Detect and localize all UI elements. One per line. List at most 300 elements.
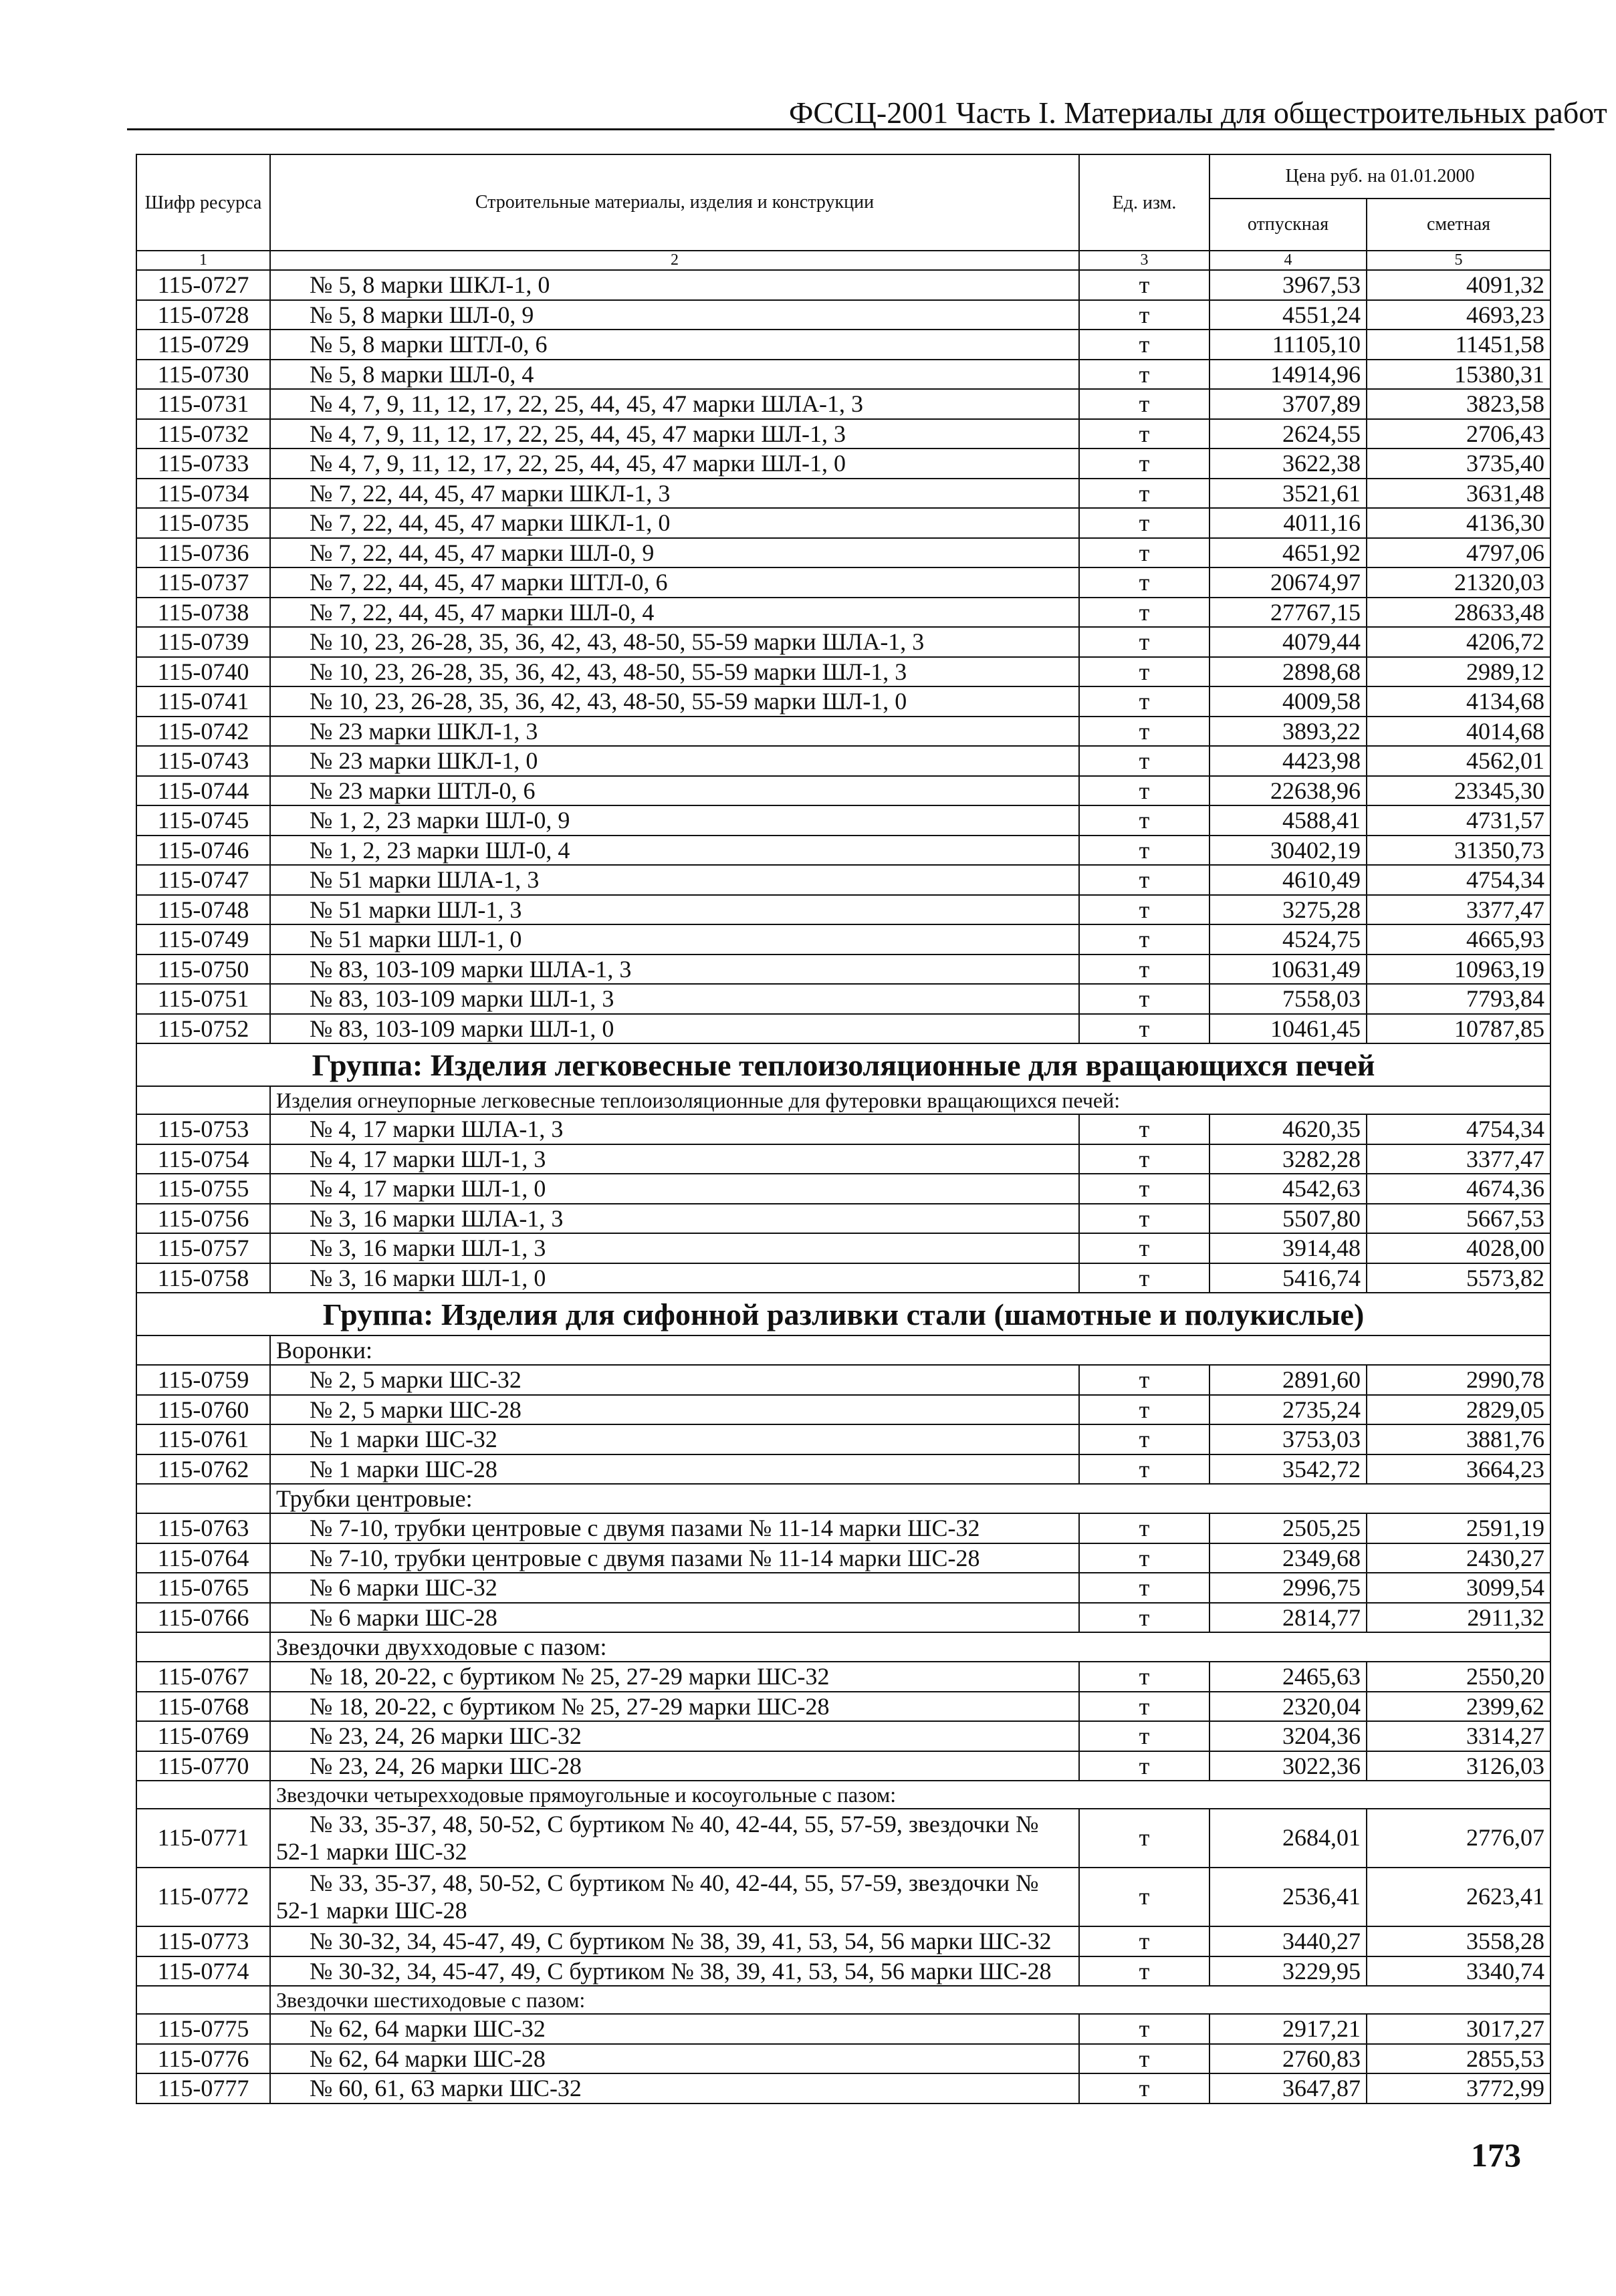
resource-code-cell: 115-0766 bbox=[136, 1603, 270, 1633]
table-row bbox=[136, 1809, 1550, 1868]
subgroup-heading: Воронки: bbox=[270, 1335, 1550, 1365]
release-price-cell: 3893,22 bbox=[1209, 717, 1367, 747]
group-heading: Группа: Изделия для сифонной разливки стали (шамотные и полукислые) bbox=[136, 1293, 1550, 1335]
material-name-cell: № 6 марки ШС-28 bbox=[270, 1603, 1079, 1633]
header-estimate-price: сметная bbox=[1367, 199, 1550, 251]
unit-cell: т bbox=[1079, 1365, 1209, 1395]
release-price-cell: 4542,63 bbox=[1209, 1174, 1367, 1204]
unit-cell: т bbox=[1079, 1926, 1209, 1956]
release-price-cell: 2684,01 bbox=[1209, 1809, 1367, 1868]
resource-code-cell: 115-0728 bbox=[136, 300, 270, 330]
estimate-price-cell: 3340,74 bbox=[1367, 1956, 1550, 1987]
unit-cell: т bbox=[1079, 805, 1209, 836]
resource-code-cell: 115-0733 bbox=[136, 449, 270, 479]
table-row bbox=[136, 1721, 1550, 1751]
unit-cell: т bbox=[1079, 1662, 1209, 1692]
resource-code-cell: 115-0735 bbox=[136, 508, 270, 538]
estimate-price-cell: 2399,62 bbox=[1367, 1692, 1550, 1722]
table-row bbox=[136, 1692, 1550, 1722]
estimate-price-cell: 3735,40 bbox=[1367, 449, 1550, 479]
table-row bbox=[136, 598, 1550, 628]
table-row bbox=[136, 954, 1550, 985]
table-row bbox=[136, 746, 1550, 776]
table-row bbox=[136, 1014, 1550, 1044]
header-unit: Ед. изм. bbox=[1079, 154, 1209, 251]
group-heading: Группа: Изделия легковесные теплоизоляционные для вращающихся печей bbox=[136, 1043, 1550, 1086]
material-name-cell: № 23 марки ШТЛ-0, 6 bbox=[270, 776, 1079, 806]
material-name-cell: № 23, 24, 26 марки ШС-28 bbox=[270, 1751, 1079, 1781]
estimate-price-cell: 2989,12 bbox=[1367, 657, 1550, 687]
resource-code-cell: 115-0757 bbox=[136, 1233, 270, 1263]
unit-cell: т bbox=[1079, 865, 1209, 895]
header-code: Шифр ресурса bbox=[136, 154, 270, 251]
estimate-price-cell: 5667,53 bbox=[1367, 1204, 1550, 1234]
column-number: 4 bbox=[1209, 251, 1367, 270]
material-name-cell: № 4, 17 марки ШЛ-1, 3 bbox=[270, 1144, 1079, 1174]
release-price-cell: 2760,83 bbox=[1209, 2044, 1367, 2074]
table-row bbox=[136, 865, 1550, 895]
resource-code-cell: 115-0749 bbox=[136, 924, 270, 954]
release-price-cell: 4588,41 bbox=[1209, 805, 1367, 836]
material-name-cell: № 23 марки ШКЛ-1, 3 bbox=[270, 717, 1079, 747]
column-number: 5 bbox=[1367, 251, 1550, 270]
table-row bbox=[136, 1513, 1550, 1543]
resource-code-cell: 115-0767 bbox=[136, 1662, 270, 1692]
estimate-price-cell: 2550,20 bbox=[1367, 1662, 1550, 1692]
table-row bbox=[136, 1365, 1550, 1395]
unit-cell: т bbox=[1079, 836, 1209, 866]
table-row bbox=[136, 2014, 1550, 2044]
resource-code-cell: 115-0763 bbox=[136, 1513, 270, 1543]
release-price-cell: 5416,74 bbox=[1209, 1263, 1367, 1293]
unit-cell: т bbox=[1079, 1174, 1209, 1204]
material-name-cell: № 62, 64 марки ШС-32 bbox=[270, 2014, 1079, 2044]
material-name-cell: № 51 марки ШЛА-1, 3 bbox=[270, 865, 1079, 895]
table-row bbox=[136, 360, 1550, 390]
table-row bbox=[136, 1233, 1550, 1263]
release-price-cell: 4651,92 bbox=[1209, 538, 1367, 568]
resource-code-cell: 115-0747 bbox=[136, 865, 270, 895]
material-name-cell: № 10, 23, 26-28, 35, 36, 42, 43, 48-50, 55-59 марки ШЛ-1, 3 bbox=[270, 657, 1079, 687]
table-row bbox=[136, 449, 1550, 479]
estimate-price-cell: 31350,73 bbox=[1367, 836, 1550, 866]
unit-cell: т bbox=[1079, 1543, 1209, 1573]
table-row bbox=[136, 2044, 1550, 2074]
material-name-cell: № 7, 22, 44, 45, 47 марки ШЛ-0, 4 bbox=[270, 598, 1079, 628]
unit-cell: т bbox=[1079, 419, 1209, 449]
resource-code-cell: 115-0746 bbox=[136, 836, 270, 866]
estimate-price-cell: 7793,84 bbox=[1367, 984, 1550, 1014]
table-row bbox=[136, 1868, 1550, 1926]
release-price-cell: 3204,36 bbox=[1209, 1721, 1367, 1751]
estimate-price-cell: 2591,19 bbox=[1367, 1513, 1550, 1543]
resource-code-cell: 115-0768 bbox=[136, 1692, 270, 1722]
unit-cell: т bbox=[1079, 1721, 1209, 1751]
release-price-cell: 4011,16 bbox=[1209, 508, 1367, 538]
estimate-price-cell: 3664,23 bbox=[1367, 1454, 1550, 1485]
resource-code-cell: 115-0744 bbox=[136, 776, 270, 806]
estimate-price-cell: 4028,00 bbox=[1367, 1233, 1550, 1263]
estimate-price-cell: 10963,19 bbox=[1367, 954, 1550, 985]
page-header-title: ФССЦ-2001 Часть I. Материалы для общестроительных работ bbox=[789, 96, 1607, 130]
estimate-price-cell: 4693,23 bbox=[1367, 300, 1550, 330]
release-price-cell: 4524,75 bbox=[1209, 924, 1367, 954]
material-name-cell: № 4, 7, 9, 11, 12, 17, 22, 25, 44, 45, 47 марки ШЛА-1, 3 bbox=[270, 389, 1079, 419]
unit-cell: т bbox=[1079, 657, 1209, 687]
resource-code-cell: 115-0753 bbox=[136, 1114, 270, 1144]
unit-cell: т bbox=[1079, 1573, 1209, 1603]
unit-cell: т bbox=[1079, 508, 1209, 538]
release-price-cell: 4551,24 bbox=[1209, 300, 1367, 330]
page-number: 173 bbox=[1471, 2136, 1521, 2174]
resource-code-cell: 115-0754 bbox=[136, 1144, 270, 1174]
resource-code-cell: 115-0730 bbox=[136, 360, 270, 390]
estimate-price-cell: 3099,54 bbox=[1367, 1573, 1550, 1603]
material-name-cell: № 5, 8 марки ШЛ-0, 9 bbox=[270, 300, 1079, 330]
table-row bbox=[136, 1454, 1550, 1485]
material-name-cell: № 3, 16 марки ШЛ-1, 0 bbox=[270, 1263, 1079, 1293]
release-price-cell: 3229,95 bbox=[1209, 1956, 1367, 1987]
header-release-price: отпускная bbox=[1209, 199, 1367, 251]
unit-cell: т bbox=[1079, 776, 1209, 806]
column-number: 1 bbox=[136, 251, 270, 270]
material-name-cell: № 60, 61, 63 марки ШС-32 bbox=[270, 2073, 1079, 2103]
table-row bbox=[136, 1926, 1550, 1956]
release-price-cell: 3440,27 bbox=[1209, 1926, 1367, 1956]
material-name-cell: № 7, 22, 44, 45, 47 марки ШТЛ-0, 6 bbox=[270, 567, 1079, 598]
estimate-price-cell: 4674,36 bbox=[1367, 1174, 1550, 1204]
estimate-price-cell: 3377,47 bbox=[1367, 895, 1550, 925]
table-row bbox=[136, 300, 1550, 330]
estimate-price-cell: 4562,01 bbox=[1367, 746, 1550, 776]
release-price-cell: 3622,38 bbox=[1209, 449, 1367, 479]
unit-cell: т bbox=[1079, 954, 1209, 985]
material-name-cell: № 18, 20-22, с буртиком № 25, 27-29 марки ШС-28 bbox=[270, 1692, 1079, 1722]
estimate-price-cell: 4665,93 bbox=[1367, 924, 1550, 954]
estimate-price-cell: 3772,99 bbox=[1367, 2073, 1550, 2103]
estimate-price-cell: 23345,30 bbox=[1367, 776, 1550, 806]
table-row bbox=[136, 1603, 1550, 1633]
unit-cell: т bbox=[1079, 1263, 1209, 1293]
unit-cell: т bbox=[1079, 567, 1209, 598]
material-name-cell: № 4, 7, 9, 11, 12, 17, 22, 25, 44, 45, 47 марки ШЛ-1, 3 bbox=[270, 419, 1079, 449]
material-name-cell: № 4, 17 марки ШЛА-1, 3 bbox=[270, 1114, 1079, 1144]
table-row bbox=[136, 1395, 1550, 1425]
unit-cell: т bbox=[1079, 1513, 1209, 1543]
estimate-price-cell: 2623,41 bbox=[1367, 1868, 1550, 1926]
material-name-line: 52-1 марки ШС-28 bbox=[276, 1897, 467, 1924]
material-name-cell: № 62, 64 марки ШС-28 bbox=[270, 2044, 1079, 2074]
resource-code-cell: 115-0727 bbox=[136, 270, 270, 300]
release-price-cell: 4423,98 bbox=[1209, 746, 1367, 776]
release-price-cell: 4620,35 bbox=[1209, 1114, 1367, 1144]
resource-code-cell: 115-0764 bbox=[136, 1543, 270, 1573]
resource-code-cell: 115-0770 bbox=[136, 1751, 270, 1781]
resource-code-cell: 115-0777 bbox=[136, 2073, 270, 2103]
release-price-cell: 2814,77 bbox=[1209, 1603, 1367, 1633]
subgroup-heading: Звездочки двухходовые с пазом: bbox=[270, 1632, 1550, 1662]
table-row bbox=[136, 270, 1550, 300]
estimate-price-cell: 2855,53 bbox=[1367, 2044, 1550, 2074]
material-name-cell: № 1, 2, 23 марки ШЛ-0, 9 bbox=[270, 805, 1079, 836]
material-name-cell: № 23, 24, 26 марки ШС-32 bbox=[270, 1721, 1079, 1751]
release-price-cell: 3542,72 bbox=[1209, 1454, 1367, 1485]
unit-cell: т bbox=[1079, 1233, 1209, 1263]
resource-code-cell: 115-0760 bbox=[136, 1395, 270, 1425]
release-price-cell: 2536,41 bbox=[1209, 1868, 1367, 1926]
table-row bbox=[136, 1144, 1550, 1174]
table-row bbox=[136, 1751, 1550, 1781]
unit-cell: т bbox=[1079, 924, 1209, 954]
unit-cell: т bbox=[1079, 1395, 1209, 1425]
material-name-cell: № 7, 22, 44, 45, 47 марки ШКЛ-1, 0 bbox=[270, 508, 1079, 538]
material-name-cell: № 51 марки ШЛ-1, 0 bbox=[270, 924, 1079, 954]
unit-cell: т bbox=[1079, 449, 1209, 479]
material-name-cell: № 5, 8 марки ШТЛ-0, 6 bbox=[270, 330, 1079, 360]
release-price-cell: 4610,49 bbox=[1209, 865, 1367, 895]
release-price-cell: 2917,21 bbox=[1209, 2014, 1367, 2044]
unit-cell: т bbox=[1079, 389, 1209, 419]
estimate-price-cell: 4134,68 bbox=[1367, 686, 1550, 717]
table-row bbox=[136, 627, 1550, 657]
estimate-price-cell: 4136,30 bbox=[1367, 508, 1550, 538]
estimate-price-cell: 28633,48 bbox=[1367, 598, 1550, 628]
release-price-cell: 2465,63 bbox=[1209, 1662, 1367, 1692]
table-row bbox=[136, 1543, 1550, 1573]
material-name-cell: № 3, 16 марки ШЛ-1, 3 bbox=[270, 1233, 1079, 1263]
resource-code-cell: 115-0776 bbox=[136, 2044, 270, 2074]
unit-cell: т bbox=[1079, 300, 1209, 330]
release-price-cell: 3914,48 bbox=[1209, 1233, 1367, 1263]
material-name-line: 52-1 марки ШС-32 bbox=[276, 1838, 467, 1865]
table-row bbox=[136, 1424, 1550, 1454]
table-row bbox=[136, 1114, 1550, 1144]
resource-code-cell: 115-0762 bbox=[136, 1454, 270, 1485]
unit-cell: т bbox=[1079, 1144, 1209, 1174]
material-name-cell: № 83, 103-109 марки ШЛА-1, 3 bbox=[270, 954, 1079, 985]
resource-code-cell: 115-0774 bbox=[136, 1956, 270, 1987]
table-row bbox=[136, 1263, 1550, 1293]
estimate-price-cell: 3881,76 bbox=[1367, 1424, 1550, 1454]
header-price: Цена руб. на 01.01.2000 bbox=[1209, 154, 1550, 199]
material-name-cell: № 5, 8 марки ШКЛ-1, 0 bbox=[270, 270, 1079, 300]
resource-code-cell: 115-0769 bbox=[136, 1721, 270, 1751]
table-row bbox=[136, 330, 1550, 360]
material-name-cell: № 7-10, трубки центровые с двумя пазами № 11-14 марки ШС-32 bbox=[270, 1513, 1079, 1543]
release-price-cell: 27767,15 bbox=[1209, 598, 1367, 628]
resource-code-cell: 115-0742 bbox=[136, 717, 270, 747]
table-row bbox=[136, 1662, 1550, 1692]
estimate-price-cell: 5573,82 bbox=[1367, 1263, 1550, 1293]
resource-code-cell: 115-0739 bbox=[136, 627, 270, 657]
unit-cell: т bbox=[1079, 2073, 1209, 2103]
unit-cell: т bbox=[1079, 717, 1209, 747]
release-price-cell: 22638,96 bbox=[1209, 776, 1367, 806]
estimate-price-cell: 4014,68 bbox=[1367, 717, 1550, 747]
unit-cell: т bbox=[1079, 2044, 1209, 2074]
table-row bbox=[136, 1573, 1550, 1603]
material-name-line: № 33, 35-37, 48, 50-52, С буртиком № 40, 42-44, 55, 57-59, звездочки № bbox=[310, 1810, 1039, 1837]
unit-cell: т bbox=[1079, 2014, 1209, 2044]
estimate-price-cell: 21320,03 bbox=[1367, 567, 1550, 598]
table-row bbox=[136, 836, 1550, 866]
release-price-cell: 2349,68 bbox=[1209, 1543, 1367, 1573]
estimate-price-cell: 2990,78 bbox=[1367, 1365, 1550, 1395]
table-row bbox=[136, 924, 1550, 954]
release-price-cell: 2320,04 bbox=[1209, 1692, 1367, 1722]
resource-code-cell: 115-0732 bbox=[136, 419, 270, 449]
resource-code-cell: 115-0761 bbox=[136, 1424, 270, 1454]
table-row bbox=[136, 479, 1550, 509]
estimate-price-cell: 4091,32 bbox=[1367, 270, 1550, 300]
release-price-cell: 2898,68 bbox=[1209, 657, 1367, 687]
resource-code-cell: 115-0734 bbox=[136, 479, 270, 509]
table-row bbox=[136, 895, 1550, 925]
estimate-price-cell: 15380,31 bbox=[1367, 360, 1550, 390]
resource-code-cell: 115-0738 bbox=[136, 598, 270, 628]
release-price-cell: 4079,44 bbox=[1209, 627, 1367, 657]
material-name-cell: № 83, 103-109 марки ШЛ-1, 0 bbox=[270, 1014, 1079, 1044]
estimate-price-cell: 4206,72 bbox=[1367, 627, 1550, 657]
estimate-price-cell: 3823,58 bbox=[1367, 389, 1550, 419]
release-price-cell: 3753,03 bbox=[1209, 1424, 1367, 1454]
table-row bbox=[136, 717, 1550, 747]
resource-code-cell: 115-0765 bbox=[136, 1573, 270, 1603]
estimate-price-cell: 3631,48 bbox=[1367, 479, 1550, 509]
estimate-price-cell: 3377,47 bbox=[1367, 1144, 1550, 1174]
release-price-cell: 14914,96 bbox=[1209, 360, 1367, 390]
subgroup-heading: Трубки центровые: bbox=[270, 1484, 1550, 1513]
estimate-price-cell: 4731,57 bbox=[1367, 805, 1550, 836]
material-name-cell: № 1 марки ШС-28 bbox=[270, 1454, 1079, 1485]
unit-cell: т bbox=[1079, 1956, 1209, 1987]
release-price-cell: 3967,53 bbox=[1209, 270, 1367, 300]
table-row bbox=[136, 567, 1550, 598]
estimate-price-cell: 3017,27 bbox=[1367, 2014, 1550, 2044]
unit-cell: т bbox=[1079, 1751, 1209, 1781]
resource-code-cell: 115-0745 bbox=[136, 805, 270, 836]
table-row bbox=[136, 776, 1550, 806]
resource-code-cell: 115-0771 bbox=[136, 1809, 270, 1868]
resource-code-cell: 115-0729 bbox=[136, 330, 270, 360]
material-name-cell: № 1, 2, 23 марки ШЛ-0, 4 bbox=[270, 836, 1079, 866]
unit-cell: т bbox=[1079, 1603, 1209, 1633]
material-name-cell: № 10, 23, 26-28, 35, 36, 42, 43, 48-50, 55-59 марки ШЛА-1, 3 bbox=[270, 627, 1079, 657]
release-price-cell: 2996,75 bbox=[1209, 1573, 1367, 1603]
material-name-cell: № 18, 20-22, с буртиком № 25, 27-29 марки ШС-32 bbox=[270, 1662, 1079, 1692]
material-name-cell bbox=[270, 1868, 1079, 1926]
estimate-price-cell: 3558,28 bbox=[1367, 1926, 1550, 1956]
unit-cell: т bbox=[1079, 1114, 1209, 1144]
resource-code-cell: 115-0759 bbox=[136, 1365, 270, 1395]
header-name: Строительные материалы, изделия и конструкции bbox=[270, 154, 1079, 251]
table-row bbox=[136, 805, 1550, 836]
estimate-price-cell: 10787,85 bbox=[1367, 1014, 1550, 1044]
estimate-price-cell: 3314,27 bbox=[1367, 1721, 1550, 1751]
release-price-cell: 30402,19 bbox=[1209, 836, 1367, 866]
unit-cell: т bbox=[1079, 360, 1209, 390]
material-name-cell: № 7, 22, 44, 45, 47 марки ШЛ-0, 9 bbox=[270, 538, 1079, 568]
release-price-cell: 5507,80 bbox=[1209, 1204, 1367, 1234]
unit-cell: т bbox=[1079, 1454, 1209, 1485]
unit-cell: т bbox=[1079, 686, 1209, 717]
material-name-cell: № 7-10, трубки центровые с двумя пазами № 11-14 марки ШС-28 bbox=[270, 1543, 1079, 1573]
release-price-cell: 3022,36 bbox=[1209, 1751, 1367, 1781]
material-name-cell: № 7, 22, 44, 45, 47 марки ШКЛ-1, 3 bbox=[270, 479, 1079, 509]
table-row bbox=[136, 1174, 1550, 1204]
release-price-cell: 7558,03 bbox=[1209, 984, 1367, 1014]
unit-cell: т bbox=[1079, 746, 1209, 776]
release-price-cell: 3275,28 bbox=[1209, 895, 1367, 925]
table-row bbox=[136, 686, 1550, 717]
resource-code-cell: 115-0731 bbox=[136, 389, 270, 419]
material-name-cell: № 2, 5 марки ШС-28 bbox=[270, 1395, 1079, 1425]
resource-code-cell: 115-0741 bbox=[136, 686, 270, 717]
unit-cell: т bbox=[1079, 1204, 1209, 1234]
header-rule bbox=[127, 128, 1554, 130]
table-row bbox=[136, 508, 1550, 538]
material-name-cell bbox=[270, 1809, 1079, 1868]
material-name-cell: № 2, 5 марки ШС-32 bbox=[270, 1365, 1079, 1395]
resource-code-cell: 115-0758 bbox=[136, 1263, 270, 1293]
subgroup-heading: Изделия огнеупорные легковесные теплоизоляционные для футеровки вращающихся печей: bbox=[270, 1086, 1550, 1114]
material-name-line: № 33, 35-37, 48, 50-52, С буртиком № 40, 42-44, 55, 57-59, звездочки № bbox=[310, 1869, 1039, 1896]
resource-code-cell: 115-0752 bbox=[136, 1014, 270, 1044]
release-price-cell: 2624,55 bbox=[1209, 419, 1367, 449]
table-row bbox=[136, 538, 1550, 568]
release-price-cell: 10631,49 bbox=[1209, 954, 1367, 985]
table-row bbox=[136, 2073, 1550, 2103]
resource-code-cell: 115-0743 bbox=[136, 746, 270, 776]
estimate-price-cell: 4754,34 bbox=[1367, 1114, 1550, 1144]
resource-code-cell: 115-0750 bbox=[136, 954, 270, 985]
release-price-cell: 10461,45 bbox=[1209, 1014, 1367, 1044]
unit-cell: т bbox=[1079, 1424, 1209, 1454]
material-name-cell: № 23 марки ШКЛ-1, 0 bbox=[270, 746, 1079, 776]
release-price-cell: 3647,87 bbox=[1209, 2073, 1367, 2103]
material-name-cell: № 10, 23, 26-28, 35, 36, 42, 43, 48-50, 55-59 марки ШЛ-1, 0 bbox=[270, 686, 1079, 717]
estimate-price-cell: 11451,58 bbox=[1367, 330, 1550, 360]
unit-cell: т bbox=[1079, 984, 1209, 1014]
resource-code-cell: 115-0756 bbox=[136, 1204, 270, 1234]
unit-cell: т bbox=[1079, 538, 1209, 568]
resource-code-cell: 115-0751 bbox=[136, 984, 270, 1014]
estimate-price-cell: 3126,03 bbox=[1367, 1751, 1550, 1781]
column-number: 2 bbox=[270, 251, 1079, 270]
material-name-cell: № 3, 16 марки ШЛА-1, 3 bbox=[270, 1204, 1079, 1234]
table-row bbox=[136, 984, 1550, 1014]
unit-cell: т bbox=[1079, 270, 1209, 300]
release-price-cell: 3282,28 bbox=[1209, 1144, 1367, 1174]
column-number: 3 bbox=[1079, 251, 1209, 270]
estimate-price-cell: 2911,32 bbox=[1367, 1603, 1550, 1633]
subgroup-heading: Звездочки четырехходовые прямоугольные и косоугольные с пазом: bbox=[270, 1781, 1550, 1809]
estimate-price-cell: 2706,43 bbox=[1367, 419, 1550, 449]
estimate-price-cell: 4797,06 bbox=[1367, 538, 1550, 568]
subgroup-heading: Звездочки шестиходовые с пазом: bbox=[270, 1986, 1550, 2014]
material-name-cell: № 6 марки ШС-32 bbox=[270, 1573, 1079, 1603]
material-name-cell: № 83, 103-109 марки ШЛ-1, 3 bbox=[270, 984, 1079, 1014]
release-price-cell: 3707,89 bbox=[1209, 389, 1367, 419]
material-name-cell: № 1 марки ШС-32 bbox=[270, 1424, 1079, 1454]
estimate-price-cell: 4754,34 bbox=[1367, 865, 1550, 895]
resource-code-cell: 115-0772 bbox=[136, 1868, 270, 1926]
unit-cell: т bbox=[1079, 1809, 1209, 1868]
release-price-cell: 3521,61 bbox=[1209, 479, 1367, 509]
material-name-cell: № 4, 17 марки ШЛ-1, 0 bbox=[270, 1174, 1079, 1204]
estimate-price-cell: 2776,07 bbox=[1367, 1809, 1550, 1868]
resource-code-cell: 115-0773 bbox=[136, 1926, 270, 1956]
